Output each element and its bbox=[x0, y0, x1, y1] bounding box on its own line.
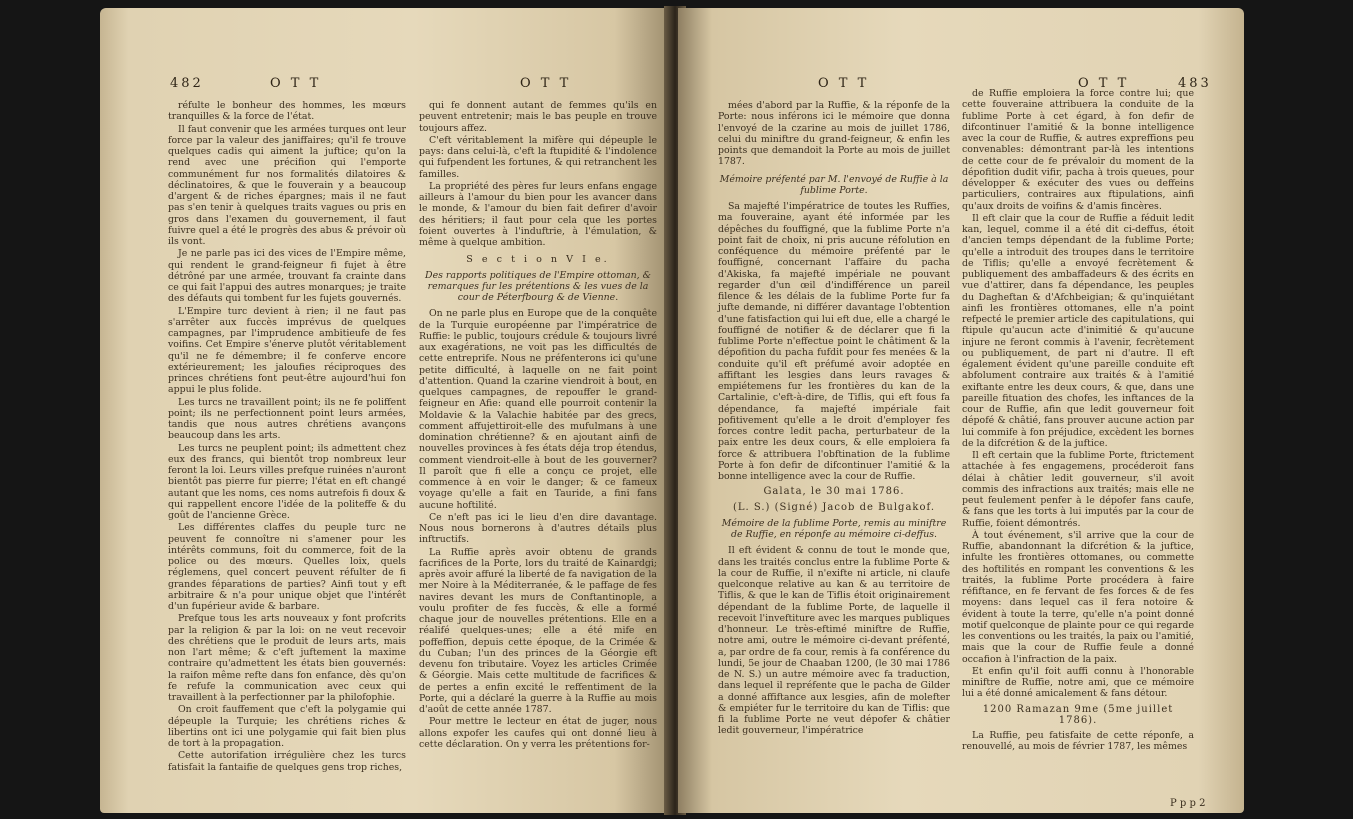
paragraph: Ce n'eft pas ici le lieu d'en dire davantage. Nous nous bornerons à d'autres détails plus inftructifs. bbox=[419, 511, 657, 546]
paragraph: Prefque tous les arts nouveaux y font profcrits par la religion & par la loi: on ne veut recevoir des chrétiens que le produit de leurs arts, mais non l'art même; & c'eft juftement la maxime contraire qu'admettent les états bien gouvernés: la raifon même refte dans fon enfance, dès qu'on fe refufe la communication avec ceux qui travaillent à la perfectionner par la philofophie. bbox=[168, 613, 406, 703]
paragraph: qui fe donnent autant de femmes qu'ils en peuvent entretenir; mais le bas peuple en trouve toujours affez. bbox=[419, 100, 657, 134]
signature-mark: P p p 2 bbox=[1170, 798, 1206, 809]
running-head-left-2: O T T bbox=[520, 76, 572, 91]
paragraph: C'eft véritablement la mifère qui dépeuple le pays: dans celui-là, c'eft la ftupidité & l'indolence qui fufpendent les fortunes, & qui retranchent les familles. bbox=[419, 134, 657, 180]
right-page bbox=[678, 8, 1244, 813]
reply-title: Mémoire de la fublime Porte, remis au miniftre de Ruffie, en réponfe au mémoire ci-deffus. bbox=[721, 517, 947, 540]
paragraph: On ne parle plus en Europe que de la conquête de la Turquie européenne par l'impératrice de Ruffie: le public, toujours crédule & toujours livré aux exagérations, ne voit pas les difficultés de cette entreprife. Nous ne préfenterons ici qu'une petite difficulté, à laquelle on ne fait point d'attention. Quand la czarine viendroit à bout, en quelques campagnes, de repouffer le grand-feigneur en Afie: quand elle pourroit contenir la Moldavie & la Valachie habitée par des grecs, comment affujettiroit-elle des mufulmans à une domination chrétienne? & en ajoutant ainfi de nouvelles provinces à fes états déja trop étendus, comment viendroit-elle à bout de les gouverner? Il paroît que fi elle a conçu ce projet, elle commence à en voir le danger; & ce fameux voyage qu'elle a fait en Tauride, a fini fans aucune hoftilité. bbox=[419, 308, 657, 511]
left-column-2 bbox=[419, 100, 657, 750]
paragraph: Cette autorifation irrégulière chez les turcs fatisfait la fantaifie de quelques gens trop riches, bbox=[168, 750, 406, 773]
paragraph: Il faut convenir que les armées turques ont leur force par la valeur des janiffaires; qu'il fe trouve quelques cadis qui aiment la juftice; qu'on la rend avec une précifion qui l'emporte communément fur nos formalités dilatoires & déclinatoires, & que le fouverain y a beaucoup d'argent & de riches épargnes; mais il ne faut pas s'en tenir à quelques traits vagues ou pris en gros dans l'examen du gouvernement, il faut fuivre quel a été le progrès des abus & prévoir où ils vont. bbox=[168, 123, 406, 247]
left-page bbox=[100, 8, 672, 813]
running-head-right-1: O T T bbox=[818, 76, 870, 91]
paragraph: Pour mettre le lecteur en état de juger, nous allons expofer les caufes qui ont donné lieu à cette déclaration. On y verra les prétentions for- bbox=[419, 716, 657, 750]
date-line: 1200 Ramazan 9me (5me juillet 1786). bbox=[982, 703, 1174, 726]
paragraph: Il eft certain que la fublime Porte, ftrictement attachée à fes engagemens, procéderoit fans délai à châtier ledit gouverneur, s'il avoit commis des infractions aux traités; mais elle ne peut feulement penfer à le dépofer fans caufe, & fans que les torts à lui imputés par la cour de Ruffie, foient démontrés. bbox=[962, 450, 1194, 529]
page-number-right: 483 bbox=[1178, 76, 1212, 91]
paragraph: Sa majefté l'impératrice de toutes les Ruffies, ma fouveraine, ayant été informée par les dépêches du fouffigné, que la fublime Porte n'a point fait de choix, ni pris aucune réfolution en conféquence du mémoire préfenté par le fouffigné, concernant l'affaire du pacha d'Akiska, fa majefté impériale ne pouvant regarder d'un œil d'indifférence un pareil filence & les délais de la fublime Porte fur fa jufte demande, ni différer davantage l'obtention d'une fatisfaction qui lui eft due, elle a chargé le fouffigné de notifier & de déclarer que fi la fublime Porte n'effectue point le châtiment & la dépofition du pacha fufdit pour fes menées & la conduite qu'il eft préfumé avoir adoptée en affiftant les lesgies dans leurs ravages & empiétemens fur les frontières du kan de la Cartalinie, c'eft-à-dire, de Tiflis, qui eft fous fa dépendance, fa majefté impériale fait pofitivement qu'elle a le droit d'employer fes forces contre ledit pacha, perturbateur de la paix entre les deux cours, & elle emploiera fa force & attribuera l'obftination de la fublime Porte à fon defir de difcontinuer l'amitié & la bonne intelligence avec la cour de Ruffie. bbox=[718, 201, 950, 482]
section-subtitle: Des rapports politiques de l'Empire ottoman, & remarques fur les prétentions & les vues de la cour de Péterfbourg & de Vienne. bbox=[425, 269, 651, 303]
memoir-title: Mémoire préfenté par M. l'envoyé de Ruffie à la fublime Porte. bbox=[719, 173, 949, 196]
paragraph: Je ne parle pas ici des vices de l'Empire même, qui rendent le grand-feigneur fi fujet à être détrôné par une armée, trouvant fa crainte dans ce qui fait l'appui des autres monarques; je traite des défauts qui tombent fur les fujets gouvernés. bbox=[168, 248, 406, 305]
left-column-1 bbox=[168, 100, 406, 773]
section-title: S e c t i o n V I e. bbox=[466, 254, 610, 266]
paragraph: Et enfin qu'il foit auffi connu à l'honorable miniftre de Ruffie, notre ami, que ce mémoire lui a été donné amicalement & fans détour. bbox=[962, 665, 1194, 700]
paragraph: Il eft clair que la cour de Ruffie a féduit ledit kan, lequel, comme il a été dit ci-deffus, étoit d'ancien temps dépendant de la fublime Porte; qu'elle a introduit des troupes dans le territoire de Tiflis; qu'elle a envoyé fecrètement & publiquement des ambaffadeurs & des écrits en vue d'attirer, dans fa dépendance, les peuples du Dagheftan & d'Afchbeigian; & qu'inquiétant ainfi les frontières ottomanes, elle n'a point refpecté le premier article des capitulations, qui ftipule qu'aucun acte d'inimitié & qu'aucune injure ne feront commis à l'avenir, fecrètement ou publiquement, de part ni d'autre. Il eft également évident qu'une pareille conduite eft abfolument contraire aux traités & à l'amitié exiftante entre les deux cours, & que, dans une pareille fituation des chofes, les inftances de la cour de Ruffie, afin que ledit gouverneur foit dépofé & châtié, fans prouver aucune action par lui commife à fon préjudice, excèdent les bornes de la difcrétion & de la juftice. bbox=[962, 212, 1194, 449]
paragraph: La Ruffie après avoir obtenu de grands facrifices de la Porte, lors du traité de Kainardgi; après avoir affuré la liberté de fa navigation de la mer Noire à la Méditerranée, & le paffage de fes navires devant les murs de Conftantinople, a voulu profiter de fes fuccès, & elle a formé chaque jour de nouvelles prétentions. Elle en a réalifé quelques-unes; elle a été mife en poffeffion, depuis cette époque, de la Crimée & du Cuban; l'un des princes de la Géorgie eft devenu fon tributaire. Voyez les articles Crimée & Géorgie. Mais cette multitude de facrifices & de pertes a enfin excité le reffentiment de la Porte, qui a déclaré la guerre à la Ruffie au mois d'août de cette année 1787. bbox=[419, 546, 657, 715]
place-date: Galata, le 30 mai 1786. bbox=[763, 486, 905, 498]
paragraph: Il eft évident & connu de tout le monde que, dans les traités conclus entre la fublime Porte & la cour de Ruffie, il n'exifte ni article, ni claufe quelconque relative au kan & au territoire de Tiflis, & que le kan de Tiflis étoit originairement dépendant de la fublime Porte, de laquelle il recevoit l'inveftiture avec les marques publiques d'honneur. Le très-eftimé miniftre de Ruffie, notre ami, outre le mémoire ci-devant préfenté, a, par ordre de fa cour, remis à fa conférence du lundi, 5e jour de Chaaban 1200, (le 30 mai 1786 de N. S.) un autre mémoire avec fa traduction, dans lequel il repréfente que le pacha de Gilder a donné affiftance aux lesgies, afin de molefter & empiéter fur le territoire du kan de Tiflis: que fi la fublime Porte ne veut dépofer & châtier ledit gouverneur, l'impératrice bbox=[718, 545, 950, 737]
page-number-left: 482 bbox=[170, 76, 204, 91]
signature: (L. S.) (Signé) Jacob de Bulgakof. bbox=[732, 501, 936, 513]
paragraph: L'Empire turc devient à rien; il ne faut pas s'arrêter aux fuccès imprévus de quelques campagnes, par l'imprudence ambitieufe de fes voifins. Cet Empire s'énerve plutôt véritablement qu'il ne fe démembre; il fe conferve encore extérieurement; les jaloufies réciproques des princes chrétiens font peut-être aujourd'hui fon appui le plus folide. bbox=[168, 305, 406, 396]
paragraph: réfulte le bonheur des hommes, les mœurs tranquilles & la force de l'état. bbox=[168, 100, 406, 123]
paragraph: La propriété des pères fur leurs enfans engage ailleurs à l'amour du bien pour les avancer dans le monde, & l'amour du bien fait defirer d'avoir des héritiers; il faut pour cela que les portes foient ouvertes à l'induftrie, à l'émulation, & même à quelque ambition. bbox=[419, 180, 657, 248]
right-column-1 bbox=[718, 100, 950, 740]
paragraph: À tout événement, s'il arrive que la cour de Ruffie, abandonnant la difcrétion & la juftice, infulte les frontières ottomanes, ou commette des hoftilités en rompant les conventions & les traités, la fublime Porte procédera à faire réfiftance, en fe fervant de fes forces & de fes moyens: dans lequel cas il fera notoire & évident à toute la terre, qu'elle n'a point donné motif quelconque de plainte pour ce qui regarde les conventions ou les traités, la paix ou l'amitié, mais que la cour de Ruffie feule a donné occafion à l'infraction de la paix. bbox=[962, 529, 1194, 665]
right-column-2 bbox=[962, 88, 1194, 753]
paragraph: Les turcs ne peuplent point; ils admettent chez eux des francs, qui bientôt trop nombreux leur feront la loi. Leurs villes prefque ruinées n'auront bientôt pas pierre fur pierre; l'état en eft changé autant que les noms, ces noms autrefois fi doux & qui rappellent encore l'idée de la politeffe & du goût de l'ancienne Grèce. bbox=[168, 442, 406, 521]
paragraph: Les turcs ne travaillent point; ils ne fe poliffent point; ils ne perfectionnent point leurs armées, tandis que nous autres chrétiens avançons beaucoup dans les arts. bbox=[168, 396, 406, 442]
running-head-right-2: O T T bbox=[1078, 76, 1130, 91]
paragraph: de Ruffie emploiera la force contre lui; que cette fouveraine attribuera la conduite de la fublime Porte à cet égard, à fon defir de difcontinuer l'amitié & la bonne intelligence avec la cour de Ruffie, & autres expreffions peu convenables: démontrant par-là les intentions de cette cour de fe prévaloir du moment de la dépofition dudit vifir, pacha à trois queues, pour développer & exécuter des vues ou deffeins particuliers, contraires aux ftipulations, ainfi qu'aux droits de voifins & d'amis fincères. bbox=[962, 88, 1194, 212]
paragraph: Les différentes claffes du peuple turc ne peuvent fe connoître ni s'amener pour les intérêts communs, foit du commerce, foit de la police ou des mœurs. Quelles loix, quels réglemens, quel concert peuvent réfulter de fi grandes féparations de parties? Ainfi tout y eft arbitraire & n'a pour unique objet que l'intérêt d'un fupérieur avide & barbare. bbox=[168, 522, 406, 612]
paragraph: La Ruffie, peu fatisfaite de cette réponfe, a renouvellé, au mois de février 1787, les mêmes bbox=[962, 730, 1194, 753]
paragraph: On croit fauffement que c'eft la polygamie qui dépeuple la Turquie; les chrétiens riches & libertins ont ici une polygamie qui fait bien plus de tort à la propagation. bbox=[168, 704, 406, 749]
paragraph: mées d'abord par la Ruffie, & la réponfe de la Porte: nous inférons ici le mémoire que donna l'envoyé de la czarine au mois de juillet 1786, celui du miniftre du grand-feigneur, & enfin les points que demandoit la Porte au mois de juillet 1787. bbox=[718, 100, 950, 168]
running-head-left-1: O T T bbox=[270, 76, 322, 91]
